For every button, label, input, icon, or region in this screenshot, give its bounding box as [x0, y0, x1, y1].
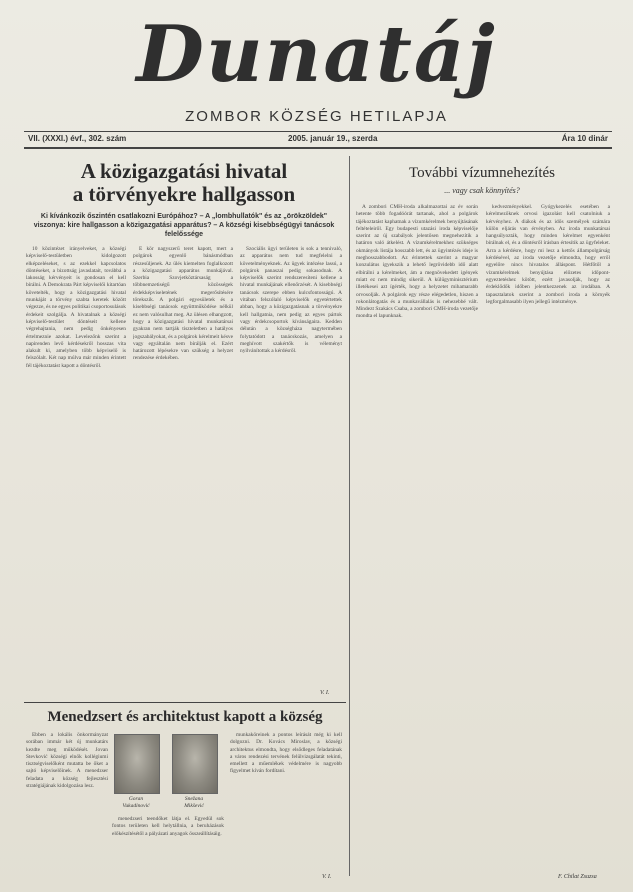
- issue-date: 2005. január 19., szerda: [288, 134, 378, 143]
- article1-column-3-text: Szociális ügyi területen is sok a tennivaló, az apparátus nem tud megfelelni a követelményeknek. Az ügyek intézése lassú, a polgárok panaszai pedig sokasodnak. A képviselők szerint rendszeresíteni kellene a hivatal munkájának ellenőrzését. A kisebbségi tanácsok szerepe ebben kulcsfontosságú. A vitában felszólaló képviselők egyetértettek abban, hogy a közigazgatásnak a törvényekre kell hallgatnia, nem pedig az egyes pártok vagy érdekcsoportok kívánságaira. Kedden délután a községháza nagytermében folytatódott a tanácskozás, amelyen a meghívott szakértők is véleményt nyilvánítottak a kérdésről.: [240, 246, 342, 355]
- article2-column-2: [112, 816, 224, 872]
- article1-column-3: [240, 246, 342, 686]
- article2-column-1-text: Ebben a lokális önkormányzat sorában immár két új munkatárs kezdte meg működését. Jovan Stevković községi elnök kollégiumi tisztségviselőként mutatta be őket a sajtó képviselőinek. A menedzser feladata a község fejlesztési stratégiájának kidolgozása lesz.: [26, 732, 108, 790]
- article1-lead: Ki kívánkozik őszintén csatlakozni Európához? – A „lombhullatók" és az „örökzöldek" viszonya: kire hallgasson a közigazgatási apparátus? – A községi kisebbségügyi tanácsok felelőssége: [33, 213, 335, 238]
- article2-column-2-text: menedzseri teendőket látja el. Egyedül sok fontos területen kell helytállnia, a beruházások előkészítésétől a pályázati anyagok összeállításáig.: [112, 816, 224, 837]
- article2-headline: Menedzsert és architektust kapott a község: [47, 709, 323, 725]
- article3-column-2: [486, 204, 610, 864]
- issue-number: VII. (XXXI.) évf., 302. szám: [28, 134, 127, 143]
- article3-column-1: [356, 204, 478, 872]
- article1-column-2-text: E kör nagyszerű teret kapott, mert a polgárok egyenlő bánásmódban részesüljenek. Az ülés kiemelten foglalkozott a közigazgatási apparátus munkájával. Szerbia Szovjetköztársaság a többnemzetiségű közösségek érdekképviseletének megerősítésére törekszik. A polgári egyesületek és a kisebbségi tanácsok együttműködése nélkül ez nem valósulhat meg. Az ülésen elhangzott, hogy a közigazgatási hivatal munkatársai gyakran nem tartják tiszteletben a hatályos jogszabályokat, és a polgárok kérelmeit késve vagy egyáltalán nem bírálják el. Ezért határozott lépésekre van szükség a helyzet rendezése érdekében.: [133, 246, 233, 362]
- article3-subhead: ... vagy csak könnyítés?: [444, 186, 520, 195]
- article1-column-1-text: 10 közintézet irányelveket, a községi képviselő-testületben kidolgozott elképzeléseket, s az ezekkel kapcsolatos döntéseket, a bizottság javaslatait, továbbá a lakosság kérvényeit is gondosan el kell bírálni. A Demokrata Párt képviselői kitartóan követelték, hogy a közigazgatási hivatal munkáját a törvény szabta keretek között végezze, és ne egyes politikai csoportosulások érdekeit szolgálja. A hivatalnak a községi képviselő-testület döntéseit kellene végrehajtania, nem pedig önkényesen értelmeznie azokat. Levelezőnk szerint a napirenden levő kérdésekről hosszas vita alakult ki, amelyben több képviselő is felszólalt. Két nap múlva már minden érintett fél tájékoztatást kapott a döntésről.: [26, 246, 126, 369]
- article1-column-2: [133, 246, 233, 698]
- masthead-top-rule: [24, 131, 612, 132]
- newspaper-logo: Dunatáj: [136, 9, 497, 100]
- article1-headline-line2: a törvényekre hallgasson: [72, 182, 296, 206]
- article1-headline: [24, 160, 344, 206]
- article3-signature: F. Chilat Zsuzsa: [558, 874, 597, 880]
- article2-column-3-text: munkaköreinek a pontos leírását még ki kell dolgozni. Dr. Kovács Miroslav, a községi architektus elmondta, hogy elsődleges feladatának a város rendezési tervének felülvizsgálatát tekinti, emellett a műemlékek védelmére is nagyobb figyelmet kíván fordítani.: [230, 732, 342, 775]
- article2-signature: V. I.: [322, 874, 332, 880]
- article-divider: [24, 702, 346, 703]
- masthead-bottom-rule: [24, 147, 612, 149]
- photo2-caption-line1: Snežana: [184, 796, 204, 802]
- photo2-caption-line2: Mikšević: [184, 803, 204, 809]
- article1-headline-line1: A közigazgatási hivatal: [80, 159, 288, 183]
- article3-headline: További vízumnehezítés: [409, 165, 555, 181]
- article2-column-3: [230, 732, 342, 872]
- photo-snezana-miksevic: [172, 734, 218, 794]
- photo1-caption-line2: Vukadinović: [122, 803, 150, 809]
- article3-column-2-text: kedvezményekkel. Gyógykezelés esetében a kérelmezőknek orvosi igazolást kell csatolniuk a kérvényhez. A diákok és az idős személyek számára külön eljárás van érvényben. Az iroda munkatársai hangsúlyozták, hogy minden kérelmet egyenként bírálnak el, és a döntésről írásban értesítik az ügyfeleket. Arra a kérdésre, hogy mi lesz a kettős állampolgárság kérdésével, az iroda vezetője elmondta, hogy erről egyelőre nincs hivatalos álláspont. Hétfőtől a vízumkérelmek benyújtása előzetes időpont-egyeztetéshez kötött, ezért javasolják, hogy az érdeklődők időben jelentkezzenek az irodában. A tapasztalatok szerint a zombori iroda a környék legforgalmasabb ilyen jellegű intézménye.: [486, 204, 610, 305]
- newspaper-subtitle: ZOMBOR KÖZSÉG HETILAPJA: [185, 108, 448, 125]
- photo1-caption: [110, 796, 162, 810]
- photo2-caption: [168, 796, 220, 810]
- article3-column-1-text: A zombori CMH-iroda alkalmazottai az év során hetente több fogadóórát tartanak, ahol a polgárok tájékoztatást kaphatnak a vízumkérelmek benyújtásának feltételeiről. Egy budapesti utazási iroda képviselője szerint az új szabályok jelentősen megnehezítik a határon való átkelést. A vízumkérelmekhez szükséges okmányok listája hosszabb lett, és az ügyintézés ideje is meghosszabbodott. Az érintettek szerint a magyar konzulátus igyekszik a lehető legrövidebb idő alatt elbírálni a kérelmeket, ám a megnövekedett igények miatt ez nem mindig sikerül. A külügyminisztérium illetékesei azt ígérték, hogy a helyzetet mihamarabb orvosolják. A polgárok egy része elégedetlen, hiszen a rokonlátogatás és a munkavállalás is nehezebbé vált. Mindezt Szakács Csaba, a zombori CMH-iroda vezetője mondta el lapunknak.: [356, 204, 478, 320]
- article1-column-1: [26, 246, 126, 698]
- article1-signature: V. I.: [320, 690, 330, 696]
- column-divider: [349, 156, 350, 876]
- issue-info-bar: [28, 134, 608, 148]
- masthead: [0, 9, 633, 100]
- article2-column-1: [26, 732, 108, 872]
- issue-price: Ára 10 dinár: [561, 134, 608, 143]
- photo-goran-vukadinovic: [114, 734, 160, 794]
- photo1-caption-line1: Goran: [128, 796, 144, 802]
